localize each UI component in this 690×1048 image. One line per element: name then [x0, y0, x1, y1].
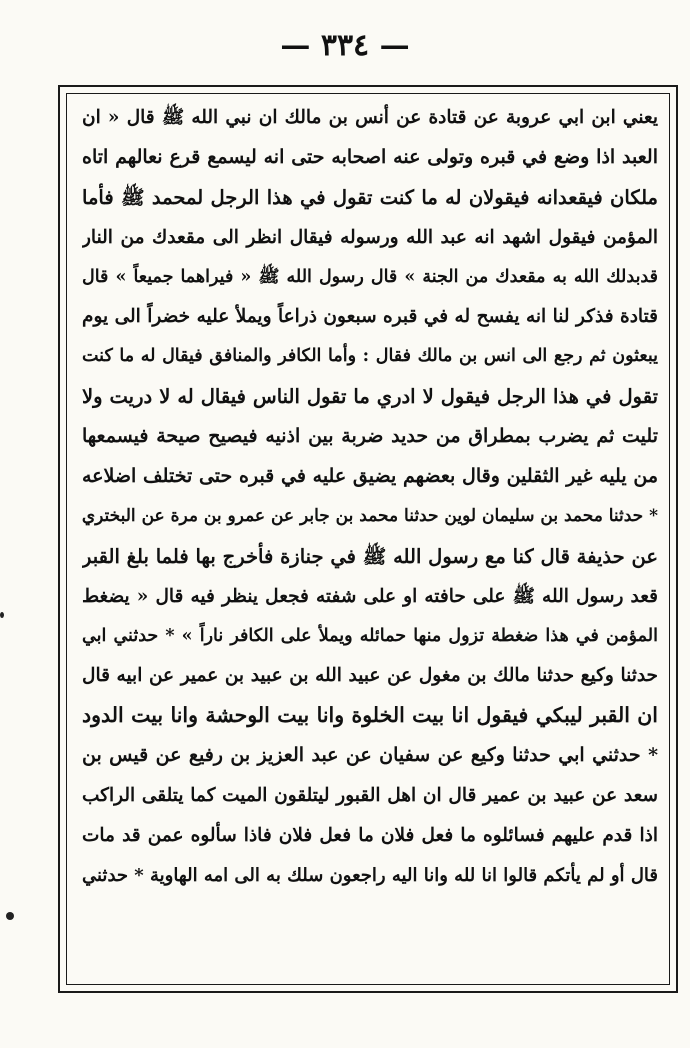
- text-line: قدبدلك الله به مقعدك من الجنة » قال رسول الله ﷺ « فيراهما جميعاً » قال: [82, 266, 658, 287]
- text-line: سعد عن عبيد بن عمير قال ان اهل القبور ليتلقون الميت كما يتلقى الراكب: [82, 785, 658, 807]
- text-line: قال أو لم يأتكم قالوا انا لله وانا اليه راجعون سلك به الى امه الهاوية * حدثني: [82, 864, 658, 886]
- text-line: اذا قدم عليهم فسائلوه ما فعل فلان ما فعل فلان فاذا سألوه عمن قد مات: [82, 825, 658, 847]
- text-line: تليت ثم يضرب بمطراق من حديد ضربة بين اذنيه فيصيح صيحة فيسمعها: [82, 425, 658, 448]
- page-number: — ٣٣٤ —: [280, 28, 410, 63]
- text-line: ان القبر ليبكي فيقول انا بيت الخلوة وانا بيت الوحشة وانا بيت الدود: [82, 703, 658, 728]
- text-block: [82, 98, 658, 978]
- text-line: من يليه غير الثقلين وقال بعضهم يضيق عليه في قبره حتى تختلف اضلاعه: [82, 465, 658, 488]
- ink-speck: [0, 612, 4, 618]
- text-line: عن حذيفة قال كنا مع رسول الله ﷺ في جنازة فأخرج بها فلما بلغ القبر: [82, 544, 658, 568]
- text-line: قتادة فذكر لنا انه يفسح له في قبره سبعون ذراعاً ويملأ عليه خضراً الى يوم: [82, 306, 658, 328]
- text-line: تقول في هذا الرجل فيقول لا ادري ما تقول الناس فيقال له لا دريت ولا: [82, 385, 658, 409]
- text-line: قعد رسول الله ﷺ على حافته او على شفته فجعل ينظر فيه قال « يضغط: [82, 585, 658, 607]
- text-line: المؤمن فيقول اشهد انه عبد الله ورسوله فيقال انظر الى مقعدك من النار: [82, 226, 658, 248]
- text-line: المؤمن في هذا ضغطة تزول منها حمائله ويملأ على الكافر ناراً » * حدثني ابي: [82, 625, 658, 646]
- ink-speck: [6, 912, 14, 920]
- text-line: يبعثون ثم رجع الى انس بن مالك فقال : وأما الكافر والمنافق فيقال له ما كنت: [82, 346, 658, 367]
- text-line: العبد اذا وضع في قبره وتولى عنه اصحابه حتى انه ليسمع قرع نعالهم اتاه: [82, 145, 658, 168]
- text-line: يعني ابن ابي عروبة عن قتادة عن أنس بن مالك ان نبي الله ﷺ قال « ان: [82, 107, 658, 128]
- text-line: ملكان فيقعدانه فيقولان له ما كنت تقول في هذا الرجل لمحمد ﷺ فأما: [82, 185, 658, 209]
- text-line: * حدثني ابي حدثنا وكيع عن سفيان عن عبد العزيز بن رفيع عن قيس بن: [82, 744, 658, 767]
- text-line: * حدثنا محمد بن سليمان لوين حدثنا محمد بن جابر عن عمرو بن مرة عن البختري: [82, 505, 658, 526]
- text-line: حدثنا وكيع حدثنا مالك بن مغول عن عبيد الله بن عبيد بن عمير عن ابيه قال: [82, 665, 658, 687]
